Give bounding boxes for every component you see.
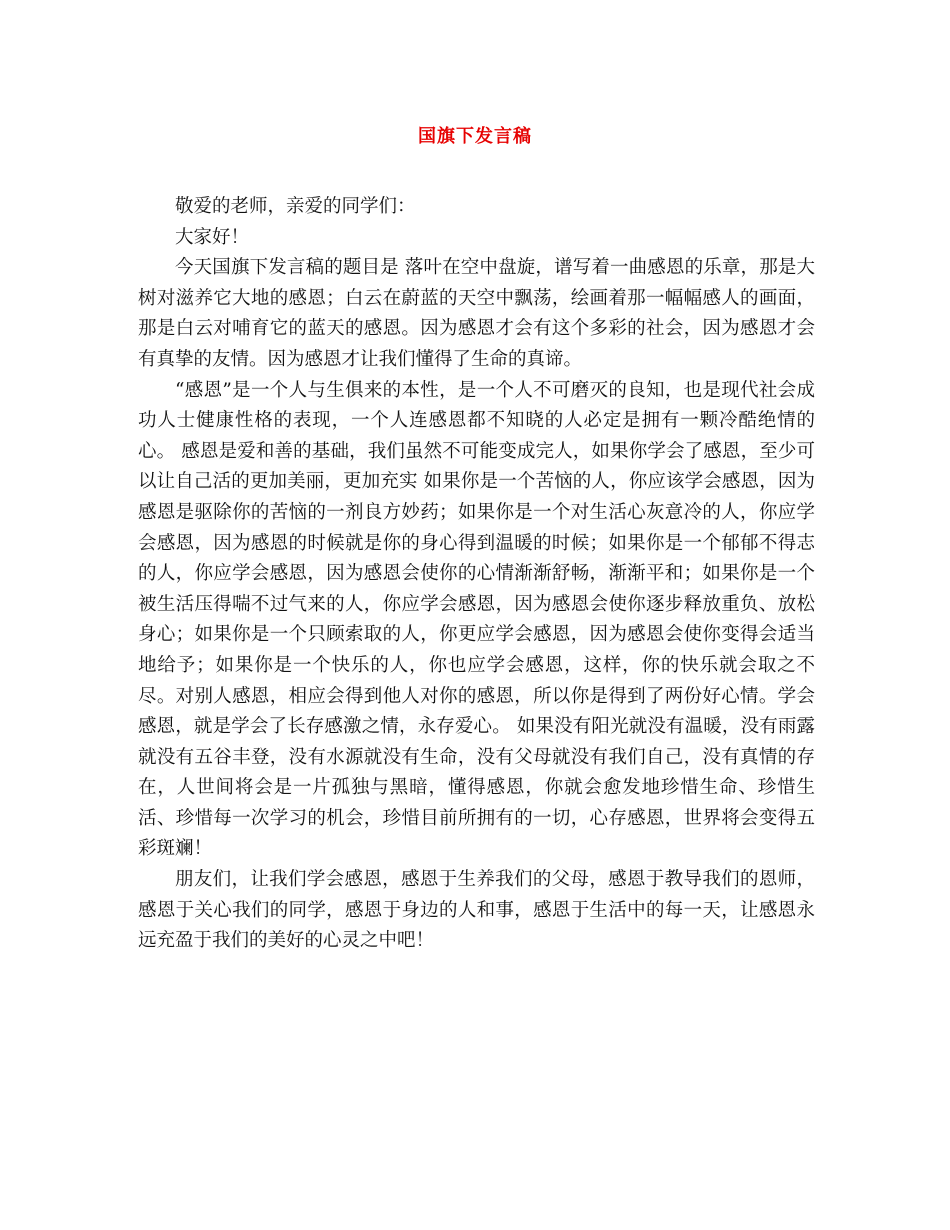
salutation-paragraph: 敬爱的老师，亲爱的同学们： (175, 196, 416, 217)
closing-paragraph: 朋友们，让我们学会感恩，感恩于生养我们的父母，感恩于教导我们的恩师，感恩于关心我们的同学，感恩于身边的人和事，感恩于生活中的每一天，让感恩永远充盈于我们的美好的心灵之中吧！ (138, 869, 815, 952)
body-paragraph: 今天国旗下发言稿的题目是 落叶在空中盘旋，谱写着一曲感恩的乐章，那是大树对滋养它大地的感恩；白云在蔚蓝的天空中飘荡，绘画着那一幅幅感人的画面，那是白云对哺育它的蓝天的感恩。因为感恩才会有这个多彩的社会，因为感恩才会有真挚的友情。因为感恩才让我们懂得了生命的真谛。 (138, 257, 815, 370)
document-body (138, 192, 815, 957)
body-paragraph: “感恩”是一个人与生俱来的本性，是一个人不可磨灭的良知，也是现代社会成功人士健康性格的表现，一个人连感恩都不知晓的人必定是拥有一颗冷酷绝情的心。 感恩是爱和善的基础，我们虽然不可能变成完人，如果你学会了感恩，至少可以让自己活的更加美丽，更加充实 如果你是一个苦恼的人，你应该学会感恩，因为感恩是驱除你的苦恼的一剂良方妙药；如果你是一个对生活心灰意冷的人，你应学会感恩，因为感恩的时候就是你的身心得到温暖的时候；如果你是一个郁郁不得志的人，你应学会感恩，因为感恩会使你的心情渐渐舒畅，渐渐平和；如果你是一个被生活压得喘不过气来的人，你应学会感恩，因为感恩会使你逐步释放重负、放松身心；如果你是一个只顾索取的人，你更应学会感恩，因为感恩会使你变得会适当地给予；如果你是一个快乐的人，你也应学会感恩，这样，你的快乐就会取之不尽。对别人感恩，相应会得到他人对你的感恩，所以你是得到了两份好心情。学会感恩，就是学会了长存感激之情，永存爱心。 如果没有阳光就没有温暖，没有雨露就没有五谷丰登，没有水源就没有生命，没有父母就没有我们自己，没有真情的存在，人世间将会是一片孤独与黑暗，懂得感恩，你就会愈发地珍惜生命、珍惜生活、珍惜每一次学习的机会，珍惜目前所拥有的一切，心存感恩，世界将会变得五彩斑斓！ (138, 379, 815, 860)
page-title: 国旗下发言稿 (418, 126, 532, 147)
greeting-paragraph: 大家好！ (175, 226, 250, 248)
